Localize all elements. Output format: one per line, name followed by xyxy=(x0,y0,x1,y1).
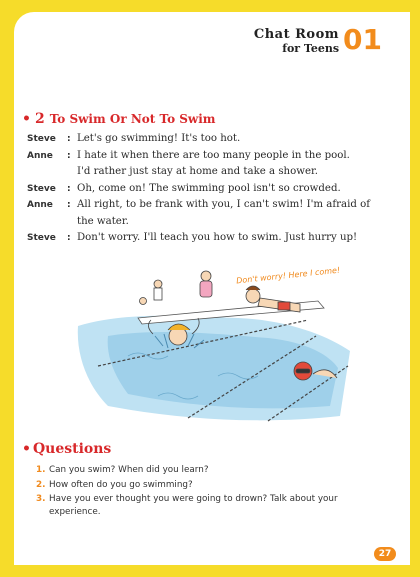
speech xyxy=(77,131,387,148)
speaker: Steve xyxy=(27,183,56,194)
speech-line: Oh, come on! The swimming pool isn't so crowded. xyxy=(77,182,341,194)
section-number: 2 xyxy=(34,111,45,127)
question-item xyxy=(36,464,376,477)
people-background xyxy=(140,271,213,305)
speech xyxy=(77,230,387,247)
illustration-caption: Don't worry! Here I come! xyxy=(235,265,341,286)
header-line1: Chat Room xyxy=(253,27,340,42)
header-line2: for Teens xyxy=(282,42,340,55)
speech-line: the water. xyxy=(77,215,129,227)
question-number: 3. xyxy=(36,494,46,504)
speaker-colon: : xyxy=(67,134,71,144)
speaker: Steve xyxy=(27,233,56,243)
section-title xyxy=(22,111,216,127)
question-text xyxy=(49,479,376,492)
speech xyxy=(77,197,387,230)
header-title xyxy=(254,28,339,54)
dialog-line xyxy=(27,131,387,148)
question-line: Can you swim? When did you learn? xyxy=(49,465,209,475)
question-number: 2. xyxy=(36,479,46,490)
section-bullet-icon: • xyxy=(22,111,31,127)
swimming-pool-illustration xyxy=(68,256,358,426)
speech-line: Let's go swimming! It's too hot. xyxy=(77,133,241,144)
question-item xyxy=(36,493,376,518)
speaker-colon: : xyxy=(67,233,71,243)
question-item xyxy=(36,479,376,492)
speaker: Steve xyxy=(27,134,56,144)
speech xyxy=(77,181,387,198)
speaker-colon: : xyxy=(67,150,71,161)
question-text xyxy=(49,493,376,518)
dialog xyxy=(27,131,387,247)
speaker: Anne xyxy=(27,200,53,210)
question-line: experience. xyxy=(49,506,101,517)
dialog-line xyxy=(27,148,387,181)
questions-title xyxy=(22,441,111,457)
speech-line: I hate it when there are too many people in the pool. xyxy=(77,149,350,161)
speaker: Anne xyxy=(27,150,53,161)
speaker-colon: : xyxy=(67,183,71,194)
question-text xyxy=(49,464,376,477)
questions-list xyxy=(36,464,376,520)
dialog-line xyxy=(27,181,387,198)
unit-number: 01 xyxy=(343,23,382,56)
question-line: Have you ever thought you were going to drown? Talk about your xyxy=(49,494,338,504)
speech xyxy=(77,148,387,181)
page-number: 27 xyxy=(374,547,396,561)
questions-bullet-icon: • xyxy=(22,441,31,457)
speaker-colon: : xyxy=(67,200,71,210)
question-number: 1. xyxy=(36,465,46,475)
dialog-line xyxy=(27,197,387,230)
dialog-line xyxy=(27,230,387,247)
chapter-header xyxy=(253,23,382,56)
questions-title-text: Questions xyxy=(32,441,112,457)
speech-line: Don't worry. I'll teach you how to swim. Just hurry up! xyxy=(77,232,358,243)
speech-line: All right, to be frank with you, I can't swim! I'm afraid of xyxy=(77,199,371,210)
section-title-text: To Swim Or Not To Swim xyxy=(49,112,216,126)
question-line: How often do you go swimming? xyxy=(49,479,193,490)
speech-line: I'd rather just stay at home and take a shower. xyxy=(77,166,318,177)
